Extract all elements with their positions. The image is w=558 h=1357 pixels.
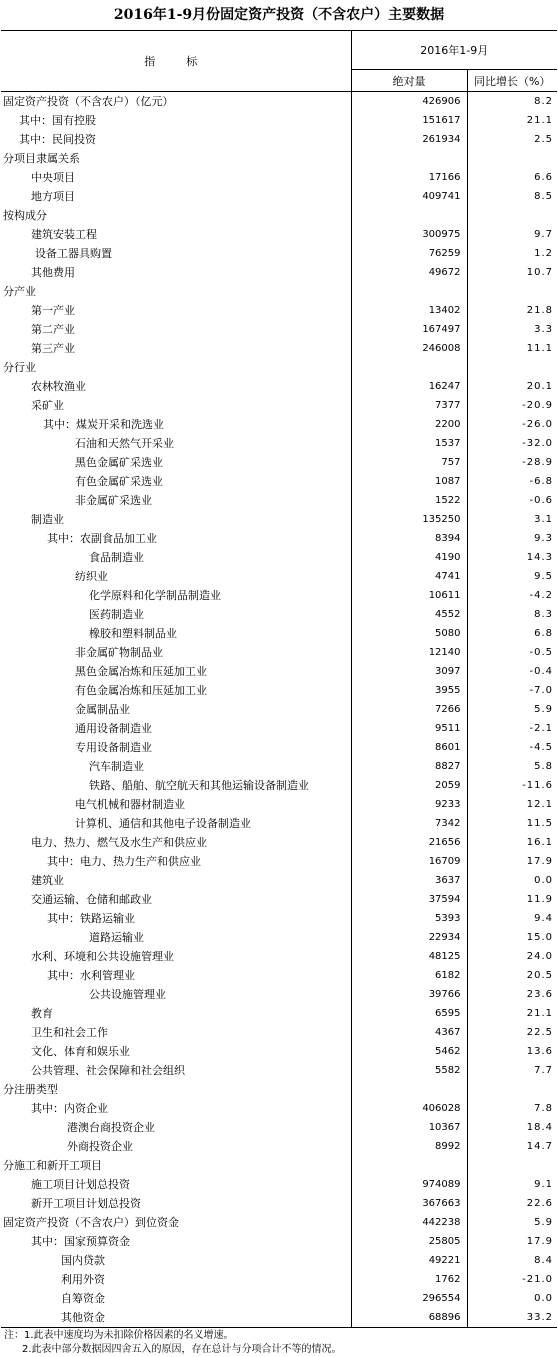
row-label: 采矿业 <box>1 396 351 415</box>
table-row <box>1 244 557 263</box>
row-label: 其中：水利管理业 <box>1 966 351 985</box>
row-yoy-value: -0.6 <box>529 495 553 506</box>
row-yoy-value <box>467 282 557 301</box>
row-yoy-value: 3.1 <box>534 514 553 525</box>
table-row <box>1 1270 557 1289</box>
row-abs-value: 151617 <box>351 111 467 130</box>
row-label: 第二产业 <box>1 320 351 339</box>
footnotes <box>0 1329 558 1357</box>
row-label: 固定资产投资（不含农户）（亿元） <box>1 92 351 112</box>
row-abs-value: 974089 <box>351 1175 467 1194</box>
row-abs-value: 6182 <box>351 966 467 985</box>
table-row <box>1 111 557 130</box>
table-row <box>1 510 557 529</box>
row-abs-value: 2200 <box>351 415 467 434</box>
row-label: 金属制品业 <box>1 700 351 719</box>
table-row <box>1 833 557 852</box>
row-label: 交通运输、仓储和邮政业 <box>1 890 351 909</box>
row-label: 国内贷款 <box>1 1251 351 1270</box>
table-row <box>1 1137 557 1156</box>
row-abs-value: 13402 <box>351 301 467 320</box>
table-row <box>1 624 557 643</box>
table-row <box>1 187 557 206</box>
table-row <box>1 491 557 510</box>
indicator-header: 指 标 <box>1 31 351 92</box>
row-yoy-value: 9.1 <box>534 1179 553 1190</box>
row-label: 地方项目 <box>1 187 351 206</box>
table-row <box>1 453 557 472</box>
row-abs-value: 68896 <box>351 1308 467 1328</box>
row-abs-value: 49221 <box>351 1251 467 1270</box>
table-body <box>1 92 557 1328</box>
table-row <box>1 719 557 738</box>
row-abs-value: 8601 <box>351 738 467 757</box>
row-label: 分注册类型 <box>1 1080 351 1099</box>
row-abs-value: 246008 <box>351 339 467 358</box>
row-yoy-value: 7.8 <box>534 1103 553 1114</box>
row-yoy-value: 1.2 <box>534 248 553 259</box>
row-label: 其他资金 <box>1 1308 351 1328</box>
row-abs-value: 25805 <box>351 1232 467 1251</box>
table-row <box>1 1099 557 1118</box>
row-label: 第三产业 <box>1 339 351 358</box>
row-yoy-value: 17.9 <box>526 856 553 867</box>
row-yoy-value <box>467 1156 557 1175</box>
row-label: 制造业 <box>1 510 351 529</box>
row-yoy-value: -32.0 <box>522 438 553 449</box>
row-yoy-value: 5.8 <box>534 761 553 772</box>
row-abs-value <box>351 149 467 168</box>
row-abs-value: 135250 <box>351 510 467 529</box>
row-yoy-value: 8.2 <box>534 96 553 107</box>
table-row <box>1 1004 557 1023</box>
row-yoy-value: -0.5 <box>529 647 553 658</box>
row-yoy-value: 20.5 <box>526 970 553 981</box>
row-yoy-value: -11.6 <box>522 780 553 791</box>
row-label: 利用外资 <box>1 1270 351 1289</box>
row-label: 铁路、船舶、航空航天和其他运输设备制造业 <box>1 776 351 795</box>
table-row <box>1 795 557 814</box>
row-label: 化学原料和化学制品制造业 <box>1 586 351 605</box>
row-abs-value: 21656 <box>351 833 467 852</box>
row-yoy-value <box>467 1080 557 1099</box>
row-abs-value: 409741 <box>351 187 467 206</box>
row-yoy-value: 9.3 <box>534 533 553 544</box>
row-yoy-value: 3.3 <box>534 324 553 335</box>
row-label: 施工项目计划总投资 <box>1 1175 351 1194</box>
row-yoy-value: 21.1 <box>526 1008 553 1019</box>
table-row <box>1 605 557 624</box>
table-row <box>1 358 557 377</box>
table-row <box>1 472 557 491</box>
row-yoy-value <box>467 358 557 377</box>
row-yoy-value: 12.1 <box>526 799 553 810</box>
row-label: 有色金属冶炼和压延加工业 <box>1 681 351 700</box>
row-label: 分行业 <box>1 358 351 377</box>
table-row <box>1 1289 557 1308</box>
row-abs-value: 167497 <box>351 320 467 339</box>
table-row <box>1 890 557 909</box>
row-abs-value: 4190 <box>351 548 467 567</box>
row-label: 道路运输业 <box>1 928 351 947</box>
row-label: 自筹资金 <box>1 1289 351 1308</box>
table-row <box>1 947 557 966</box>
row-abs-value: 3955 <box>351 681 467 700</box>
row-yoy-value: 17.9 <box>526 1236 553 1247</box>
footnote-1: 注：1.此表中速度均为未扣除价格因素的名义增速。 <box>4 1330 234 1341</box>
row-abs-value: 39766 <box>351 985 467 1004</box>
row-abs-value: 5462 <box>351 1042 467 1061</box>
row-abs-value: 7377 <box>351 396 467 415</box>
table-row <box>1 434 557 453</box>
row-label: 分产业 <box>1 282 351 301</box>
row-yoy-value: -0.4 <box>529 666 553 677</box>
row-abs-value <box>351 1156 467 1175</box>
row-label: 其中：铁路运输业 <box>1 909 351 928</box>
row-abs-value: 4367 <box>351 1023 467 1042</box>
row-abs-value: 261934 <box>351 130 467 149</box>
row-abs-value: 5393 <box>351 909 467 928</box>
row-abs-value: 1087 <box>351 472 467 491</box>
row-label: 食品制造业 <box>1 548 351 567</box>
row-abs-value <box>351 358 467 377</box>
row-yoy-value: -21.0 <box>522 1274 553 1285</box>
row-yoy-value: -4.2 <box>529 590 553 601</box>
row-label: 其中：国有控股 <box>1 111 351 130</box>
row-abs-value: 757 <box>351 453 467 472</box>
row-label: 专用设备制造业 <box>1 738 351 757</box>
abs-header: 绝对量 <box>351 70 467 92</box>
row-label: 固定资产投资（不含农户）到位资金 <box>1 1213 351 1232</box>
row-abs-value: 442238 <box>351 1213 467 1232</box>
table-row <box>1 909 557 928</box>
table-row <box>1 130 557 149</box>
row-yoy-value: 10.7 <box>526 267 553 278</box>
row-label: 分项目隶属关系 <box>1 149 351 168</box>
row-label: 建筑安装工程 <box>1 225 351 244</box>
row-label: 电力、热力、燃气及水生产和供应业 <box>1 833 351 852</box>
row-label: 非金属矿采选业 <box>1 491 351 510</box>
row-label: 文化、体育和娱乐业 <box>1 1042 351 1061</box>
table-row <box>1 206 557 225</box>
row-yoy-value: 11.9 <box>526 894 553 905</box>
row-abs-value: 426906 <box>351 92 467 112</box>
row-abs-value: 37594 <box>351 890 467 909</box>
row-abs-value: 1522 <box>351 491 467 510</box>
table-row <box>1 776 557 795</box>
row-yoy-value: 0.0 <box>534 1293 553 1304</box>
row-label: 其中：电力、热力生产和供应业 <box>1 852 351 871</box>
row-label: 港澳台商投资企业 <box>1 1118 351 1137</box>
row-label: 其中：农副食品加工业 <box>1 529 351 548</box>
row-abs-value: 4552 <box>351 605 467 624</box>
table-row <box>1 339 557 358</box>
row-yoy-value: 20.1 <box>526 381 553 392</box>
row-yoy-value: -2.1 <box>529 723 553 734</box>
row-abs-value: 1537 <box>351 434 467 453</box>
row-label: 黑色金属冶炼和压延加工业 <box>1 662 351 681</box>
row-label: 按构成分 <box>1 206 351 225</box>
row-abs-value: 9511 <box>351 719 467 738</box>
row-label: 纺织业 <box>1 567 351 586</box>
row-label: 汽车制造业 <box>1 757 351 776</box>
table-row <box>1 681 557 700</box>
row-yoy-value: -28.9 <box>522 457 553 468</box>
row-yoy-value: 18.4 <box>526 1122 553 1133</box>
yoy-header: 同比增长（%） <box>467 70 557 92</box>
table-row <box>1 1042 557 1061</box>
row-label: 非金属矿物制品业 <box>1 643 351 662</box>
table-row <box>1 320 557 339</box>
row-yoy-value: 7.7 <box>534 1065 553 1076</box>
row-abs-value: 367663 <box>351 1194 467 1213</box>
row-yoy-value: 15.0 <box>526 932 553 943</box>
row-label: 分施工和新开工项目 <box>1 1156 351 1175</box>
row-label: 其中：民间投资 <box>1 130 351 149</box>
row-yoy-value: 21.1 <box>526 115 553 126</box>
row-label: 其中：内资企业 <box>1 1099 351 1118</box>
row-yoy-value <box>467 206 557 225</box>
row-label: 通用设备制造业 <box>1 719 351 738</box>
row-label: 电气机械和器材制造业 <box>1 795 351 814</box>
table-row <box>1 1080 557 1099</box>
table-row <box>1 1175 557 1194</box>
row-label: 计算机、通信和其他电子设备制造业 <box>1 814 351 833</box>
row-yoy-value: 2.5 <box>534 134 553 145</box>
table-row <box>1 415 557 434</box>
row-label: 橡胶和塑料制品业 <box>1 624 351 643</box>
row-abs-value: 8827 <box>351 757 467 776</box>
row-abs-value: 7342 <box>351 814 467 833</box>
row-abs-value: 300975 <box>351 225 467 244</box>
row-label: 其中：国家预算资金 <box>1 1232 351 1251</box>
table-row <box>1 757 557 776</box>
row-label: 其他费用 <box>1 263 351 282</box>
row-label: 公共设施管理业 <box>1 985 351 1004</box>
row-yoy-value: 33.2 <box>467 1308 557 1328</box>
table-row <box>1 1251 557 1270</box>
row-label: 公共管理、社会保障和社会组织 <box>1 1061 351 1080</box>
row-abs-value: 8992 <box>351 1137 467 1156</box>
row-label: 卫生和社会工作 <box>1 1023 351 1042</box>
table-row <box>1 149 557 168</box>
row-yoy-value: 5.9 <box>534 704 553 715</box>
row-yoy-value: 6.6 <box>534 172 553 183</box>
row-yoy-value: 11.1 <box>526 343 553 354</box>
table-row <box>1 263 557 282</box>
row-abs-value: 6595 <box>351 1004 467 1023</box>
table-row <box>1 1118 557 1137</box>
table-row <box>1 529 557 548</box>
row-yoy-value: 14.7 <box>526 1141 553 1152</box>
row-abs-value: 7266 <box>351 700 467 719</box>
row-yoy-value: 23.6 <box>526 989 553 1000</box>
table-row <box>1 871 557 890</box>
row-abs-value <box>351 206 467 225</box>
row-abs-value: 296554 <box>351 1289 467 1308</box>
row-abs-value: 10367 <box>351 1118 467 1137</box>
table-row <box>1 1023 557 1042</box>
row-abs-value: 5080 <box>351 624 467 643</box>
row-abs-value: 3637 <box>351 871 467 890</box>
row-label: 第一产业 <box>1 301 351 320</box>
table-row <box>1 567 557 586</box>
row-yoy-value: -7.0 <box>529 685 553 696</box>
row-abs-value: 76259 <box>351 244 467 263</box>
data-table <box>1 30 557 1328</box>
row-label: 有色金属矿采选业 <box>1 472 351 491</box>
row-yoy-value: 22.6 <box>526 1198 553 1209</box>
row-abs-value: 12140 <box>351 643 467 662</box>
row-yoy-value: 21.8 <box>526 305 553 316</box>
row-yoy-value: 9.7 <box>534 229 553 240</box>
table-row <box>1 225 557 244</box>
table-row <box>1 168 557 187</box>
row-abs-value: 22934 <box>351 928 467 947</box>
table-row <box>1 1156 557 1175</box>
table-row <box>1 1232 557 1251</box>
row-abs-value: 16709 <box>351 852 467 871</box>
row-abs-value: 3097 <box>351 662 467 681</box>
table-row <box>1 852 557 871</box>
row-yoy-value: 9.5 <box>534 571 553 582</box>
table-row <box>1 377 557 396</box>
row-yoy-value: 11.5 <box>526 818 553 829</box>
row-yoy-value: 14.3 <box>526 552 553 563</box>
row-abs-value: 8394 <box>351 529 467 548</box>
row-label: 农林牧渔业 <box>1 377 351 396</box>
row-yoy-value: 0.0 <box>534 875 553 886</box>
table-row <box>1 643 557 662</box>
row-abs-value: 16247 <box>351 377 467 396</box>
row-yoy-value: 8.4 <box>534 1255 553 1266</box>
table-row <box>1 548 557 567</box>
table-row <box>1 814 557 833</box>
table-row <box>1 1061 557 1080</box>
row-abs-value: 48125 <box>351 947 467 966</box>
table-row <box>1 738 557 757</box>
row-label: 医药制造业 <box>1 605 351 624</box>
table-row <box>1 928 557 947</box>
row-yoy-value: 8.5 <box>534 191 553 202</box>
row-label: 建筑业 <box>1 871 351 890</box>
table-row <box>1 966 557 985</box>
period-header: 2016年1-9月 <box>351 31 557 70</box>
footnote-2: 2.此表中部分数据因四舍五入的原因，存在总计与分项合计不等的情况。 <box>22 1344 342 1355</box>
table-row <box>1 301 557 320</box>
table-row <box>1 92 557 112</box>
row-yoy-value: 9.4 <box>534 913 553 924</box>
row-yoy-value: 5.9 <box>534 1217 553 1228</box>
row-abs-value: 2059 <box>351 776 467 795</box>
row-abs-value <box>351 1080 467 1099</box>
row-yoy-value: 13.6 <box>526 1046 553 1057</box>
row-label: 水利、环境和公共设施管理业 <box>1 947 351 966</box>
table-row <box>1 1194 557 1213</box>
table-row <box>1 586 557 605</box>
row-label: 设备工器具购置 <box>1 244 351 263</box>
row-abs-value: 5582 <box>351 1061 467 1080</box>
row-yoy-value: -6.8 <box>529 476 553 487</box>
row-label: 教育 <box>1 1004 351 1023</box>
table-row <box>1 700 557 719</box>
row-abs-value: 4741 <box>351 567 467 586</box>
row-yoy-value: 24.0 <box>526 951 553 962</box>
row-abs-value: 17166 <box>351 168 467 187</box>
row-label: 中央项目 <box>1 168 351 187</box>
row-label: 新开工项目计划总投资 <box>1 1194 351 1213</box>
row-abs-value: 1762 <box>351 1270 467 1289</box>
row-abs-value: 9233 <box>351 795 467 814</box>
page-title: 2016年1-9月份固定资产投资（不含农户）主要数据 <box>113 7 445 23</box>
table-row <box>1 985 557 1004</box>
row-yoy-value: 8.3 <box>534 609 553 620</box>
row-yoy-value: 22.5 <box>526 1027 553 1038</box>
table-row <box>1 282 557 301</box>
table-row <box>1 662 557 681</box>
row-label: 外商投资企业 <box>1 1137 351 1156</box>
row-abs-value: 10611 <box>351 586 467 605</box>
table-row <box>1 1213 557 1232</box>
row-yoy-value: 6.8 <box>534 628 553 639</box>
table-row <box>1 396 557 415</box>
table-row <box>1 1308 557 1328</box>
row-abs-value <box>351 282 467 301</box>
row-yoy-value: -4.5 <box>529 742 553 753</box>
row-yoy-value <box>467 149 557 168</box>
row-yoy-value: -20.9 <box>522 400 553 411</box>
row-abs-value: 49672 <box>351 263 467 282</box>
row-label: 黑色金属矿采选业 <box>1 453 351 472</box>
row-yoy-value: 16.1 <box>526 837 553 848</box>
row-abs-value: 406028 <box>351 1099 467 1118</box>
row-yoy-value: -26.0 <box>522 419 553 430</box>
row-label: 石油和天然气开采业 <box>1 434 351 453</box>
row-label: 其中：煤炭开采和洗选业 <box>1 415 351 434</box>
